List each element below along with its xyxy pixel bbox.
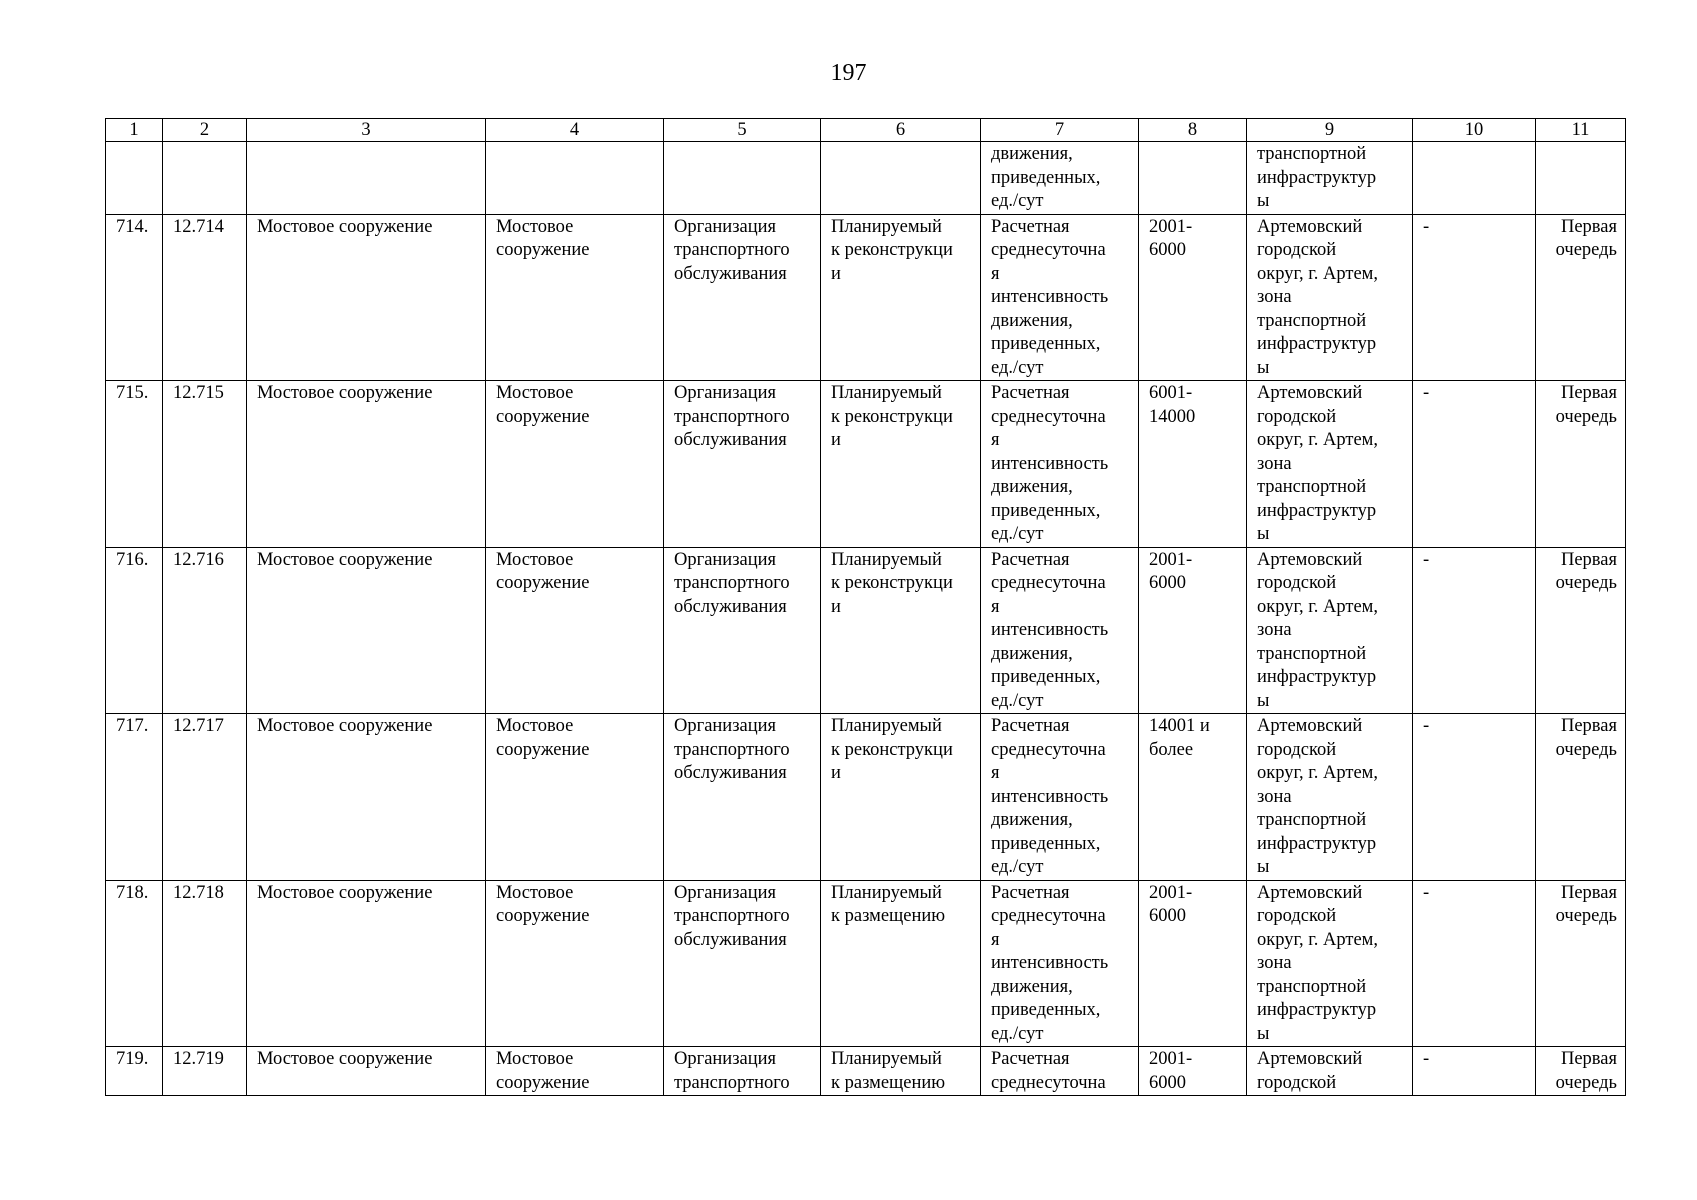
cell-indicator: Расчетная среднесуточна я интенсивность движения, приведенных, ед./сут bbox=[981, 880, 1139, 1047]
column-header: 8 bbox=[1139, 119, 1247, 142]
table-row bbox=[106, 880, 1626, 1047]
column-header: 10 bbox=[1413, 119, 1536, 142]
cell-location: Артемовский городской округ, г. Артем, зона транспортной инфраструктур ы bbox=[1247, 381, 1413, 548]
cell-indicator: Расчетная среднесуточна я интенсивность движения, приведенных, ед./сут bbox=[981, 714, 1139, 881]
cell-empty bbox=[664, 142, 821, 215]
cell-purpose: Организация транспортного обслуживания bbox=[664, 880, 821, 1047]
cell-stage: Первая очередь bbox=[1536, 880, 1626, 1047]
continuation-row bbox=[106, 142, 1626, 215]
cell-zone: - bbox=[1413, 214, 1536, 381]
column-header: 5 bbox=[664, 119, 821, 142]
cell-object-type: Мостовое сооружение bbox=[486, 381, 664, 548]
cell-indicator: Расчетная среднесуточна bbox=[981, 1047, 1139, 1096]
column-header: 1 bbox=[106, 119, 163, 142]
cell-object-type: Мостовое сооружение bbox=[486, 547, 664, 714]
cell-empty bbox=[1413, 142, 1536, 215]
column-header: 3 bbox=[247, 119, 486, 142]
cell-status: Планируемый к размещению bbox=[821, 1047, 981, 1096]
cell-status: Планируемый к реконструкци и bbox=[821, 214, 981, 381]
cell-code: 12.714 bbox=[163, 214, 247, 381]
cell-status: Планируемый к реконструкци и bbox=[821, 547, 981, 714]
cell-indicator: движения, приведенных, ед./сут bbox=[981, 142, 1139, 215]
cell-empty bbox=[1139, 142, 1247, 215]
cell-code: 12.718 bbox=[163, 880, 247, 1047]
cell-stage: Первая очередь bbox=[1536, 214, 1626, 381]
cell-stage: Первая очередь bbox=[1536, 1047, 1626, 1096]
cell-index: 715. bbox=[106, 381, 163, 548]
cell-object-name: Мостовое сооружение bbox=[247, 214, 486, 381]
cell-zone: - bbox=[1413, 381, 1536, 548]
cell-purpose: Организация транспортного bbox=[664, 1047, 821, 1096]
cell-location: транспортной инфраструктур ы bbox=[1247, 142, 1413, 215]
table-row bbox=[106, 214, 1626, 381]
cell-indicator: Расчетная среднесуточна я интенсивность движения, приведенных, ед./сут bbox=[981, 214, 1139, 381]
cell-location: Артемовский городской округ, г. Артем, зона транспортной инфраструктур ы bbox=[1247, 880, 1413, 1047]
cell-empty bbox=[1536, 142, 1626, 215]
cell-code: 12.716 bbox=[163, 547, 247, 714]
column-header: 4 bbox=[486, 119, 664, 142]
cell-object-type: Мостовое сооружение bbox=[486, 880, 664, 1047]
cell-code: 12.717 bbox=[163, 714, 247, 881]
table-row bbox=[106, 714, 1626, 881]
cell-purpose: Организация транспортного обслуживания bbox=[664, 547, 821, 714]
cell-location: Артемовский городской bbox=[1247, 1047, 1413, 1096]
cell-object-name: Мостовое сооружение bbox=[247, 1047, 486, 1096]
cell-location: Артемовский городской округ, г. Артем, зона транспортной инфраструктур ы bbox=[1247, 714, 1413, 881]
cell-code: 12.715 bbox=[163, 381, 247, 548]
cell-index: 714. bbox=[106, 214, 163, 381]
cell-indicator: Расчетная среднесуточна я интенсивность движения, приведенных, ед./сут bbox=[981, 381, 1139, 548]
cell-empty bbox=[486, 142, 664, 215]
column-number-row bbox=[106, 119, 1626, 142]
cell-index: 716. bbox=[106, 547, 163, 714]
cell-index: 718. bbox=[106, 880, 163, 1047]
cell-stage: Первая очередь bbox=[1536, 381, 1626, 548]
cell-location: Артемовский городской округ, г. Артем, зона транспортной инфраструктур ы bbox=[1247, 547, 1413, 714]
cell-zone: - bbox=[1413, 547, 1536, 714]
cell-value: 14001 и более bbox=[1139, 714, 1247, 881]
cell-index: 719. bbox=[106, 1047, 163, 1096]
cell-purpose: Организация транспортного обслуживания bbox=[664, 214, 821, 381]
cell-stage: Первая очередь bbox=[1536, 547, 1626, 714]
cell-zone: - bbox=[1413, 1047, 1536, 1096]
cell-object-name: Мостовое сооружение bbox=[247, 547, 486, 714]
cell-empty bbox=[247, 142, 486, 215]
table-row bbox=[106, 547, 1626, 714]
cell-zone: - bbox=[1413, 714, 1536, 881]
column-header: 9 bbox=[1247, 119, 1413, 142]
column-header: 7 bbox=[981, 119, 1139, 142]
cell-value: 2001- 6000 bbox=[1139, 214, 1247, 381]
cell-purpose: Организация транспортного обслуживания bbox=[664, 381, 821, 548]
cell-object-type: Мостовое сооружение bbox=[486, 714, 664, 881]
cell-status: Планируемый к размещению bbox=[821, 880, 981, 1047]
cell-indicator: Расчетная среднесуточна я интенсивность движения, приведенных, ед./сут bbox=[981, 547, 1139, 714]
column-header: 11 bbox=[1536, 119, 1626, 142]
cell-object-type: Мостовое сооружение bbox=[486, 214, 664, 381]
cell-empty bbox=[163, 142, 247, 215]
cell-code: 12.719 bbox=[163, 1047, 247, 1096]
cell-empty bbox=[106, 142, 163, 215]
cell-object-name: Мостовое сооружение bbox=[247, 381, 486, 548]
cell-value: 2001- 6000 bbox=[1139, 1047, 1247, 1096]
data-table bbox=[105, 118, 1626, 1096]
table-row-partial bbox=[106, 1047, 1626, 1096]
cell-purpose: Организация транспортного обслуживания bbox=[664, 714, 821, 881]
cell-status: Планируемый к реконструкци и bbox=[821, 381, 981, 548]
cell-object-name: Мостовое сооружение bbox=[247, 714, 486, 881]
cell-value: 6001- 14000 bbox=[1139, 381, 1247, 548]
cell-zone: - bbox=[1413, 880, 1536, 1047]
cell-location: Артемовский городской округ, г. Артем, зона транспортной инфраструктур ы bbox=[1247, 214, 1413, 381]
cell-empty bbox=[821, 142, 981, 215]
page-number: 197 bbox=[830, 60, 867, 86]
table-row bbox=[106, 381, 1626, 548]
cell-object-type: Мостовое сооружение bbox=[486, 1047, 664, 1096]
column-header: 6 bbox=[821, 119, 981, 142]
cell-stage: Первая очередь bbox=[1536, 714, 1626, 881]
cell-value: 2001- 6000 bbox=[1139, 880, 1247, 1047]
cell-object-name: Мостовое сооружение bbox=[247, 880, 486, 1047]
column-header: 2 bbox=[163, 119, 247, 142]
cell-index: 717. bbox=[106, 714, 163, 881]
cell-value: 2001- 6000 bbox=[1139, 547, 1247, 714]
cell-status: Планируемый к реконструкци и bbox=[821, 714, 981, 881]
